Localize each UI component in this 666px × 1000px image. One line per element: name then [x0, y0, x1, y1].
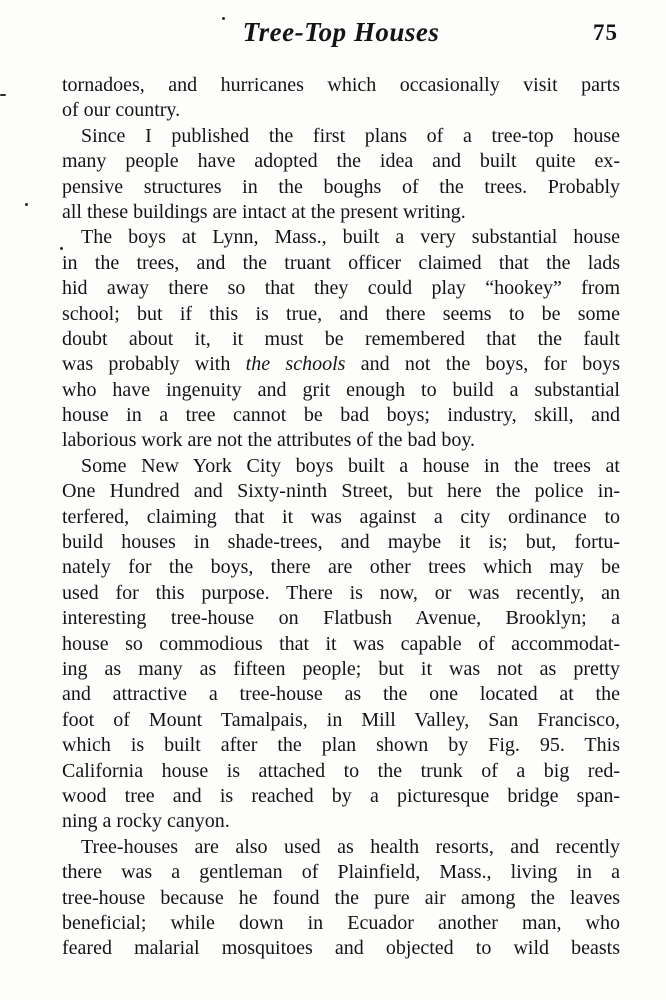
text-line: which is built after the plan shown by Fig. 95. This [62, 734, 620, 757]
text-line: house in a tree cannot be bad boys; industry, skill, and [62, 404, 620, 427]
text-line: beneficial; while down in Ecuador another man, who [62, 911, 620, 934]
text-line: build houses in shade-trees, and maybe it is; but, fortu- [62, 531, 620, 554]
text-line: foot of Mount Tamalpais, in Mill Valley, San Francisco, [62, 708, 620, 731]
text-line: house so commodious that it was capable of accommodat- [62, 632, 620, 655]
text-line: laborious work are not the attributes of the bad boy. [62, 429, 476, 452]
running-title: Tree-Top Houses [242, 17, 440, 47]
text-line: many people have adopted the idea and built quite ex- [62, 150, 620, 173]
text-line: One Hundred and Sixty-ninth Street, but here the police in- [62, 480, 620, 503]
page-body [62, 73, 620, 962]
text-line: all these buildings are intact at the present writing. [62, 200, 466, 223]
text-line: school; but if this is true, and there seems to be some [62, 302, 620, 325]
text-line: hid away there so that they could play “hookey” from [62, 277, 620, 300]
text-line: tornadoes, and hurricanes which occasionally visit parts [62, 74, 620, 96]
page-header [62, 17, 620, 53]
text-line: Tree-houses are also used as health resorts, and recently [81, 835, 620, 858]
scan-artifact [25, 203, 28, 206]
text-line: nately for the boys, there are other trees which may be [62, 556, 620, 579]
scan-artifact [0, 94, 6, 96]
text-line: pensive structures in the boughs of the trees. Probably [62, 175, 620, 198]
text-line: used for this purpose. There is now, or was recently, an [62, 581, 620, 604]
page-number: 75 [593, 20, 618, 45]
text-line: tree-house because he found the pure air among the leaves [62, 886, 620, 909]
scan-artifact [60, 247, 63, 250]
scan-artifact [222, 17, 225, 20]
text-line: there was a gentleman of Plainfield, Mass., living in a [62, 861, 620, 884]
text-line: terfered, claiming that it was against a city ordinance to [62, 505, 620, 528]
text-line: California house is attached to the trunk of a big red- [62, 759, 620, 782]
text-line: interesting tree-house on Flatbush Avenue, Brooklyn; a [62, 607, 620, 630]
text-line: and attractive a tree-house as the one located at the [62, 683, 620, 706]
text-line: in the trees, and the truant officer claimed that the lads [62, 251, 620, 274]
text-line: of our country. [62, 99, 181, 122]
text-line: wood tree and is reached by a picturesque bridge span- [62, 784, 620, 807]
text-line: who have ingenuity and grit enough to build a substantial [62, 378, 620, 401]
text-line: ing as many as fifteen people; but it was not as pretty [62, 657, 620, 680]
text-line: The boys at Lynn, Mass., built a very substantial house [81, 226, 620, 249]
text-line: Since I published the first plans of a tree-top house [81, 124, 620, 147]
text-line: feared malarial mosquitoes and objected to wild beasts [62, 937, 620, 960]
text-line: Some New York City boys built a house in the trees at [81, 454, 620, 477]
text-line: ning a rocky canyon. [62, 810, 230, 833]
text-line: was probably with the schools and not the boys, for boys [62, 353, 620, 376]
text-line: doubt about it, it must be remembered that the fault [62, 327, 620, 350]
